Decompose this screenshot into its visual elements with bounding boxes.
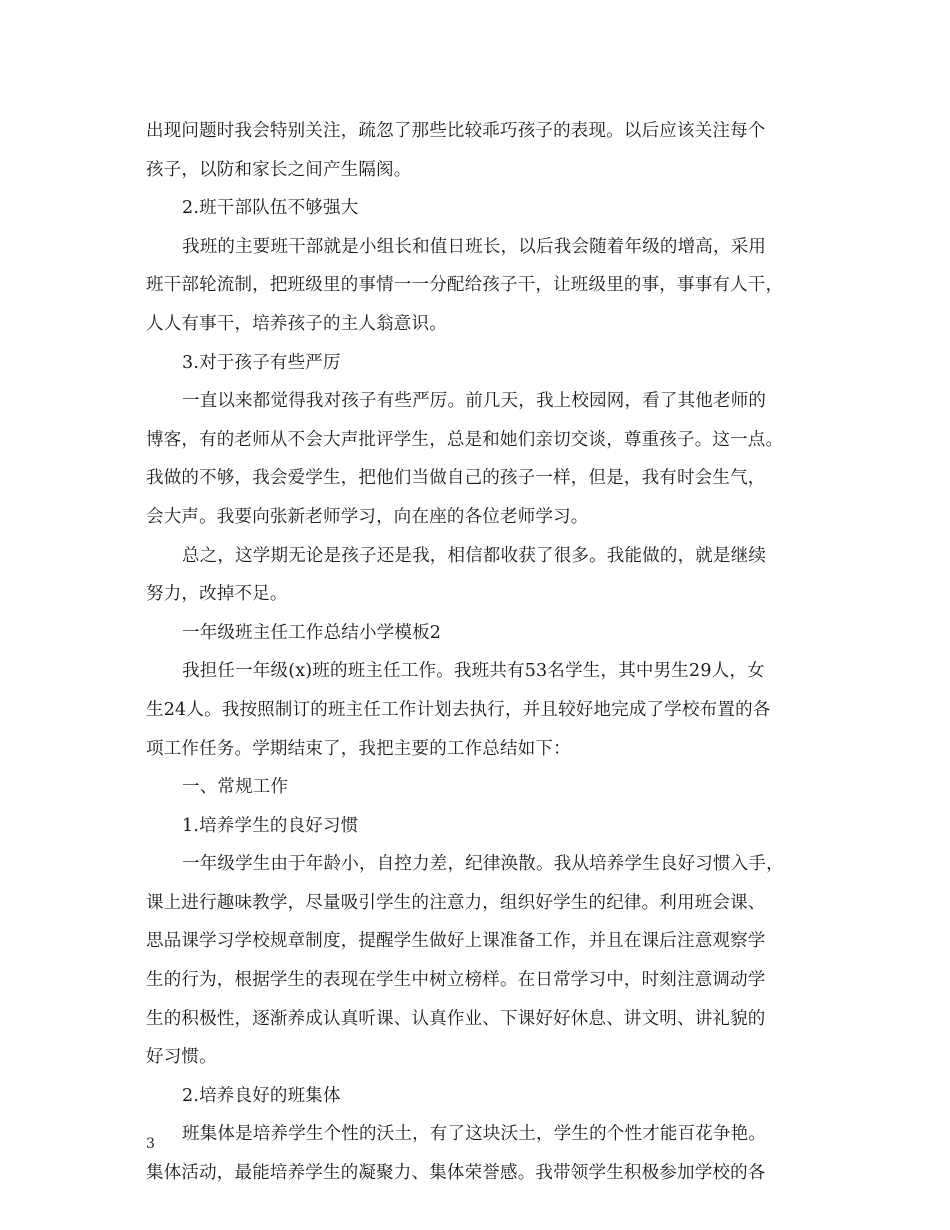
text-line: 思品课学习学校规章制度，提醒学生做好上课准备工作，并且在课后注意观察学 <box>146 931 766 952</box>
text-line: 总之，这学期无论是孩子还是我，相信都收获了很多。我能做的，就是继续 <box>182 545 767 566</box>
text-line: 班干部轮流制，把班级里的事情一一分配给孩子干，让班级里的事，事事有人干， <box>146 275 784 296</box>
document-body <box>146 112 816 1193</box>
text-line: 一年级班主任工作总结小学模板2 <box>182 622 442 643</box>
text-line: 2.培养良好的班集体 <box>182 1085 341 1106</box>
text-line: 一年级学生由于年龄小，自控力差，纪律涣散。我从培养学生良好习惯入手， <box>182 854 784 875</box>
text-line: 3.对于孩子有些严厉 <box>182 352 341 373</box>
text-line: 一直以来都觉得我对孩子有些严厉。前几天，我上校园网，看了其他老师的 <box>182 391 767 412</box>
text-line: 我担任一年级(x)班的班主任工作。我班共有53名学生，其中男生29人，女 <box>182 661 765 682</box>
text-line: 博客，有的老师从不会大声批评学生，总是和她们亲切交谈，尊重孩子。这一点。 <box>146 429 784 450</box>
text-line: 生的行为，根据学生的表现在学生中树立榜样。在日常学习中，时刻注意调动学 <box>146 970 766 991</box>
text-line: 项工作任务。学期结束了，我把主要的工作总结如下： <box>146 738 571 759</box>
text-line: 2.班干部队伍不够强大 <box>182 198 359 219</box>
text-line: 集体活动，最能培养学生的凝聚力、集体荣誉感。我带领学生积极参加学校的各 <box>146 1163 766 1184</box>
text-line: 生的积极性，逐渐养成认真听课、认真作业、下课好好休息、讲文明、讲礼貌的 <box>146 1008 766 1029</box>
text-line: 出现问题时我会特别关注，疏忽了那些比较乖巧孩子的表现。以后应该关注每个 <box>146 121 766 141</box>
text-line: 会大声。我要向张新老师学习，向在座的各位老师学习。 <box>146 506 589 527</box>
text-line: 生24人。我按照制订的班主任工作计划去执行，并且较好地完成了学校布置的各 <box>146 699 771 720</box>
page-number: 3 <box>146 1136 155 1152</box>
text-line: 努力，改掉不足。 <box>146 584 288 605</box>
text-line: 好习惯。 <box>146 1047 217 1068</box>
text-line: 我做的不够，我会爱学生，把他们当做自己的孩子一样，但是，我有时会生气， <box>146 468 766 489</box>
text-line: 一、常规工作 <box>182 777 289 798</box>
text-line: 孩子，以防和家长之间产生隔阂。 <box>146 159 412 180</box>
text-line: 课上进行趣味教学，尽量吸引学生的注意力，组织好学生的纪律。利用班会课、 <box>146 892 766 913</box>
text-line: 人人有事干，培养孩子的主人翁意识。 <box>146 313 447 334</box>
text-line: 1.培养学生的良好习惯 <box>182 815 359 836</box>
text-line: 班集体是培养学生个性的沃土，有了这块沃土，学生的个性才能百花争艳。 <box>182 1124 767 1145</box>
text-line: 我班的主要班干部就是小组长和值日班长，以后我会随着年级的增高，采用 <box>182 236 767 257</box>
